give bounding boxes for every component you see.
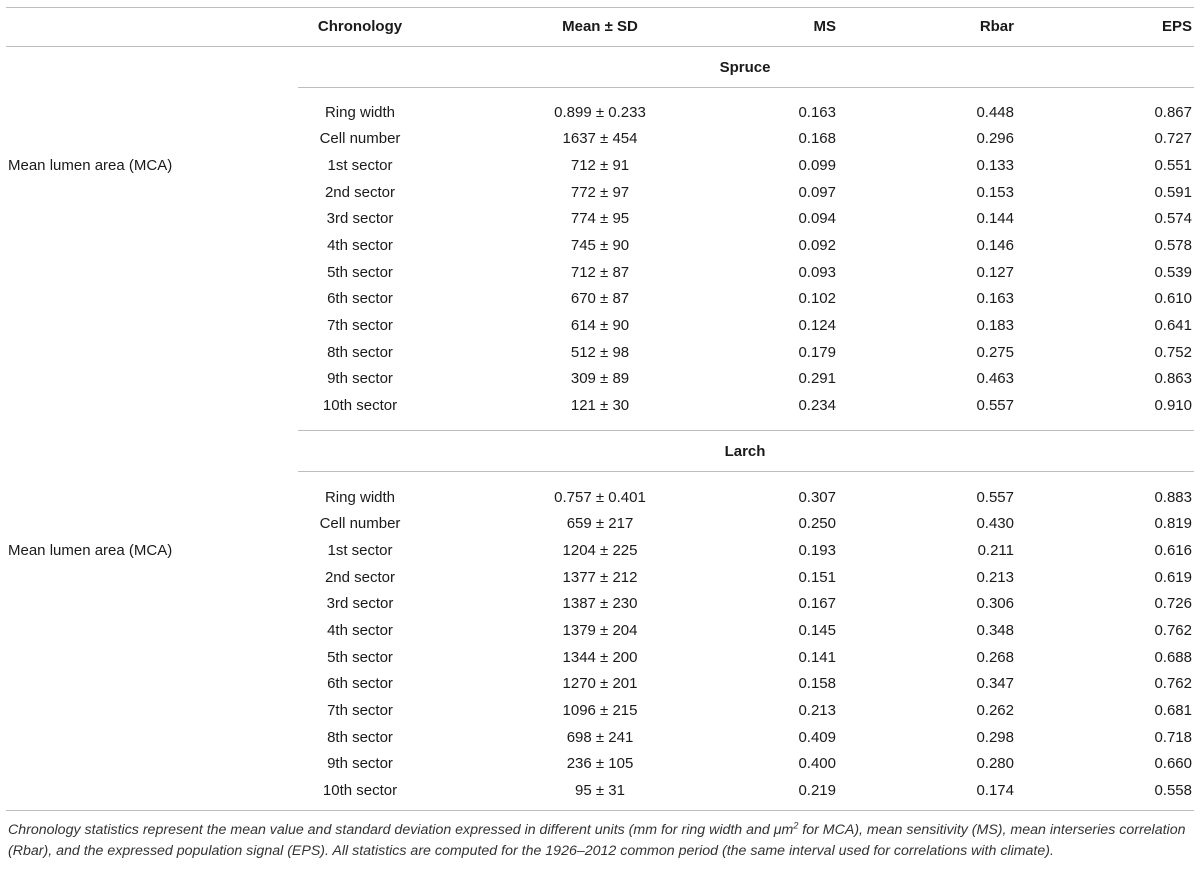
row-ms: 0.145 <box>798 622 836 639</box>
row-ms: 0.093 <box>798 264 836 281</box>
footnote-text-part2: for MCA), mean sensitivity (MS), mean interseries correlation (Rbar), and the expressed population signal (EPS). All statistics are computed for the 1926–2012 common period (the same interval used for correlations with climate). <box>8 822 1186 859</box>
row-mean-sd: 772 ± 97 <box>570 184 630 201</box>
row-name: 7th sector <box>327 317 393 334</box>
row-mean-sd: 1096 ± 215 <box>562 702 638 719</box>
row-rbar: 0.275 <box>976 344 1014 361</box>
row-rbar: 0.127 <box>976 264 1014 281</box>
row-eps: 0.688 <box>1154 649 1192 666</box>
row-mean-sd: 1344 ± 200 <box>562 649 638 666</box>
row-name: 2nd sector <box>324 569 396 586</box>
row-ms: 0.179 <box>798 344 836 361</box>
row-ms: 0.307 <box>798 489 836 506</box>
row-rbar: 0.557 <box>976 489 1014 506</box>
row-rbar: 0.298 <box>976 729 1014 746</box>
table-bottom-rule <box>6 810 1194 811</box>
row-eps: 0.819 <box>1154 515 1192 532</box>
row-rbar: 0.557 <box>976 397 1014 414</box>
row-name: 8th sector <box>327 344 393 361</box>
row-name: 5th sector <box>327 264 393 281</box>
row-eps: 0.660 <box>1154 755 1192 772</box>
row-rbar: 0.296 <box>976 130 1014 147</box>
row-name: Cell number <box>319 130 401 147</box>
row-eps: 0.558 <box>1154 782 1192 799</box>
row-ms: 0.158 <box>798 675 836 692</box>
row-rbar: 0.163 <box>976 290 1014 307</box>
row-mean-sd: 121 ± 30 <box>570 397 630 414</box>
row-name: 4th sector <box>327 237 393 254</box>
row-ms: 0.219 <box>798 782 836 799</box>
row-eps: 0.681 <box>1154 702 1192 719</box>
row-mean-sd: 670 ± 87 <box>570 290 630 307</box>
row-rbar: 0.463 <box>976 370 1014 387</box>
section-divider-rule <box>298 430 1194 431</box>
row-eps: 0.610 <box>1154 290 1192 307</box>
row-ms: 0.213 <box>798 702 836 719</box>
row-name: Ring width <box>324 104 396 121</box>
species-rule-spruce <box>298 87 1194 88</box>
row-mean-sd: 512 ± 98 <box>570 344 630 361</box>
row-eps: 0.863 <box>1154 370 1192 387</box>
row-name: 6th sector <box>327 675 393 692</box>
row-eps: 0.762 <box>1154 622 1192 639</box>
row-eps: 0.752 <box>1154 344 1192 361</box>
row-rbar: 0.347 <box>976 675 1014 692</box>
species-heading-larch: Larch <box>724 443 766 460</box>
row-ms: 0.099 <box>798 157 836 174</box>
row-mean-sd: 1270 ± 201 <box>562 675 638 692</box>
header-eps: EPS <box>1161 18 1192 35</box>
row-ms: 0.409 <box>798 729 836 746</box>
row-mean-sd: 1387 ± 230 <box>562 595 638 612</box>
header-chronology: Chronology <box>317 18 403 35</box>
header-rbar: Rbar <box>979 18 1014 35</box>
group-label-spruce: Mean lumen area (MCA) <box>8 157 173 174</box>
row-mean-sd: 1637 ± 454 <box>562 130 638 147</box>
row-rbar: 0.348 <box>976 622 1014 639</box>
row-mean-sd: 659 ± 217 <box>566 515 634 532</box>
row-eps: 0.591 <box>1154 184 1192 201</box>
row-rbar: 0.153 <box>976 184 1014 201</box>
row-mean-sd: 698 ± 241 <box>566 729 634 746</box>
row-ms: 0.234 <box>798 397 836 414</box>
row-ms: 0.167 <box>798 595 836 612</box>
row-name: 7th sector <box>327 702 393 719</box>
group-label-larch: Mean lumen area (MCA) <box>8 542 173 559</box>
row-rbar: 0.448 <box>976 104 1014 121</box>
row-eps: 0.718 <box>1154 729 1192 746</box>
row-rbar: 0.133 <box>976 157 1014 174</box>
row-rbar: 0.174 <box>976 782 1014 799</box>
row-ms: 0.291 <box>798 370 836 387</box>
row-mean-sd: 309 ± 89 <box>570 370 630 387</box>
row-name: 3rd sector <box>326 595 394 612</box>
row-ms: 0.151 <box>798 569 836 586</box>
row-eps: 0.762 <box>1154 675 1192 692</box>
row-eps: 0.619 <box>1154 569 1192 586</box>
row-mean-sd: 712 ± 91 <box>570 157 630 174</box>
row-ms: 0.092 <box>798 237 836 254</box>
header-ms: MS <box>813 18 836 35</box>
row-rbar: 0.144 <box>976 210 1014 227</box>
footnote-unit-exponent: 2 <box>793 820 799 831</box>
row-ms: 0.094 <box>798 210 836 227</box>
row-mean-sd: 712 ± 87 <box>570 264 630 281</box>
row-mean-sd: 236 ± 105 <box>566 755 634 772</box>
row-mean-sd: 614 ± 90 <box>570 317 630 334</box>
row-eps: 0.910 <box>1154 397 1192 414</box>
row-mean-sd: 1379 ± 204 <box>562 622 638 639</box>
footnote-unit <box>774 822 799 838</box>
row-ms: 0.102 <box>798 290 836 307</box>
row-mean-sd: 95 ± 31 <box>575 782 625 799</box>
row-ms: 0.163 <box>798 104 836 121</box>
row-mean-sd: 745 ± 90 <box>570 237 630 254</box>
row-ms: 0.168 <box>798 130 836 147</box>
row-name: 9th sector <box>327 755 393 772</box>
table-top-rule <box>6 7 1194 8</box>
row-name: 5th sector <box>327 649 393 666</box>
species-heading-spruce: Spruce <box>719 59 771 76</box>
row-rbar: 0.213 <box>976 569 1014 586</box>
row-name: 9th sector <box>327 370 393 387</box>
row-name: 3rd sector <box>326 210 394 227</box>
row-name: 1st sector <box>327 542 393 559</box>
row-ms: 0.250 <box>798 515 836 532</box>
row-mean-sd: 1377 ± 212 <box>562 569 638 586</box>
row-rbar: 0.262 <box>976 702 1014 719</box>
row-eps: 0.551 <box>1154 157 1192 174</box>
row-rbar: 0.183 <box>976 317 1014 334</box>
row-ms: 0.193 <box>798 542 836 559</box>
row-name: 10th sector <box>322 397 398 414</box>
row-rbar: 0.146 <box>976 237 1014 254</box>
footnote-unit-base: μm <box>773 822 794 838</box>
row-eps: 0.641 <box>1154 317 1192 334</box>
row-mean-sd: 0.757 ± 0.401 <box>554 489 646 506</box>
header-rule <box>6 46 1194 47</box>
row-name: Cell number <box>319 515 401 532</box>
header-mean-sd: Mean ± SD <box>562 18 638 35</box>
row-ms: 0.097 <box>798 184 836 201</box>
row-eps: 0.539 <box>1154 264 1192 281</box>
footnote-text-part1: Chronology statistics represent the mean value and standard deviation expressed in different units (mm for ring width and <box>8 822 774 838</box>
row-mean-sd: 1204 ± 225 <box>562 542 638 559</box>
row-name: 4th sector <box>327 622 393 639</box>
row-name: Ring width <box>324 489 396 506</box>
row-ms: 0.141 <box>798 649 836 666</box>
row-mean-sd: 774 ± 95 <box>570 210 630 227</box>
row-rbar: 0.268 <box>976 649 1014 666</box>
row-eps: 0.726 <box>1154 595 1192 612</box>
row-name: 10th sector <box>322 782 398 799</box>
table-footnote <box>8 820 1194 862</box>
row-rbar: 0.211 <box>977 542 1014 559</box>
row-eps: 0.578 <box>1154 237 1192 254</box>
row-name: 8th sector <box>327 729 393 746</box>
row-eps: 0.727 <box>1154 130 1192 147</box>
row-rbar: 0.430 <box>976 515 1014 532</box>
row-rbar: 0.306 <box>976 595 1014 612</box>
row-name: 6th sector <box>327 290 393 307</box>
row-eps: 0.883 <box>1154 489 1192 506</box>
row-mean-sd: 0.899 ± 0.233 <box>554 104 646 121</box>
row-eps: 0.867 <box>1154 104 1192 121</box>
row-name: 1st sector <box>327 157 393 174</box>
species-rule-larch <box>298 471 1194 472</box>
row-ms: 0.124 <box>798 317 836 334</box>
row-eps: 0.616 <box>1154 542 1192 559</box>
row-name: 2nd sector <box>324 184 396 201</box>
row-rbar: 0.280 <box>976 755 1014 772</box>
row-ms: 0.400 <box>798 755 836 772</box>
row-eps: 0.574 <box>1154 210 1192 227</box>
